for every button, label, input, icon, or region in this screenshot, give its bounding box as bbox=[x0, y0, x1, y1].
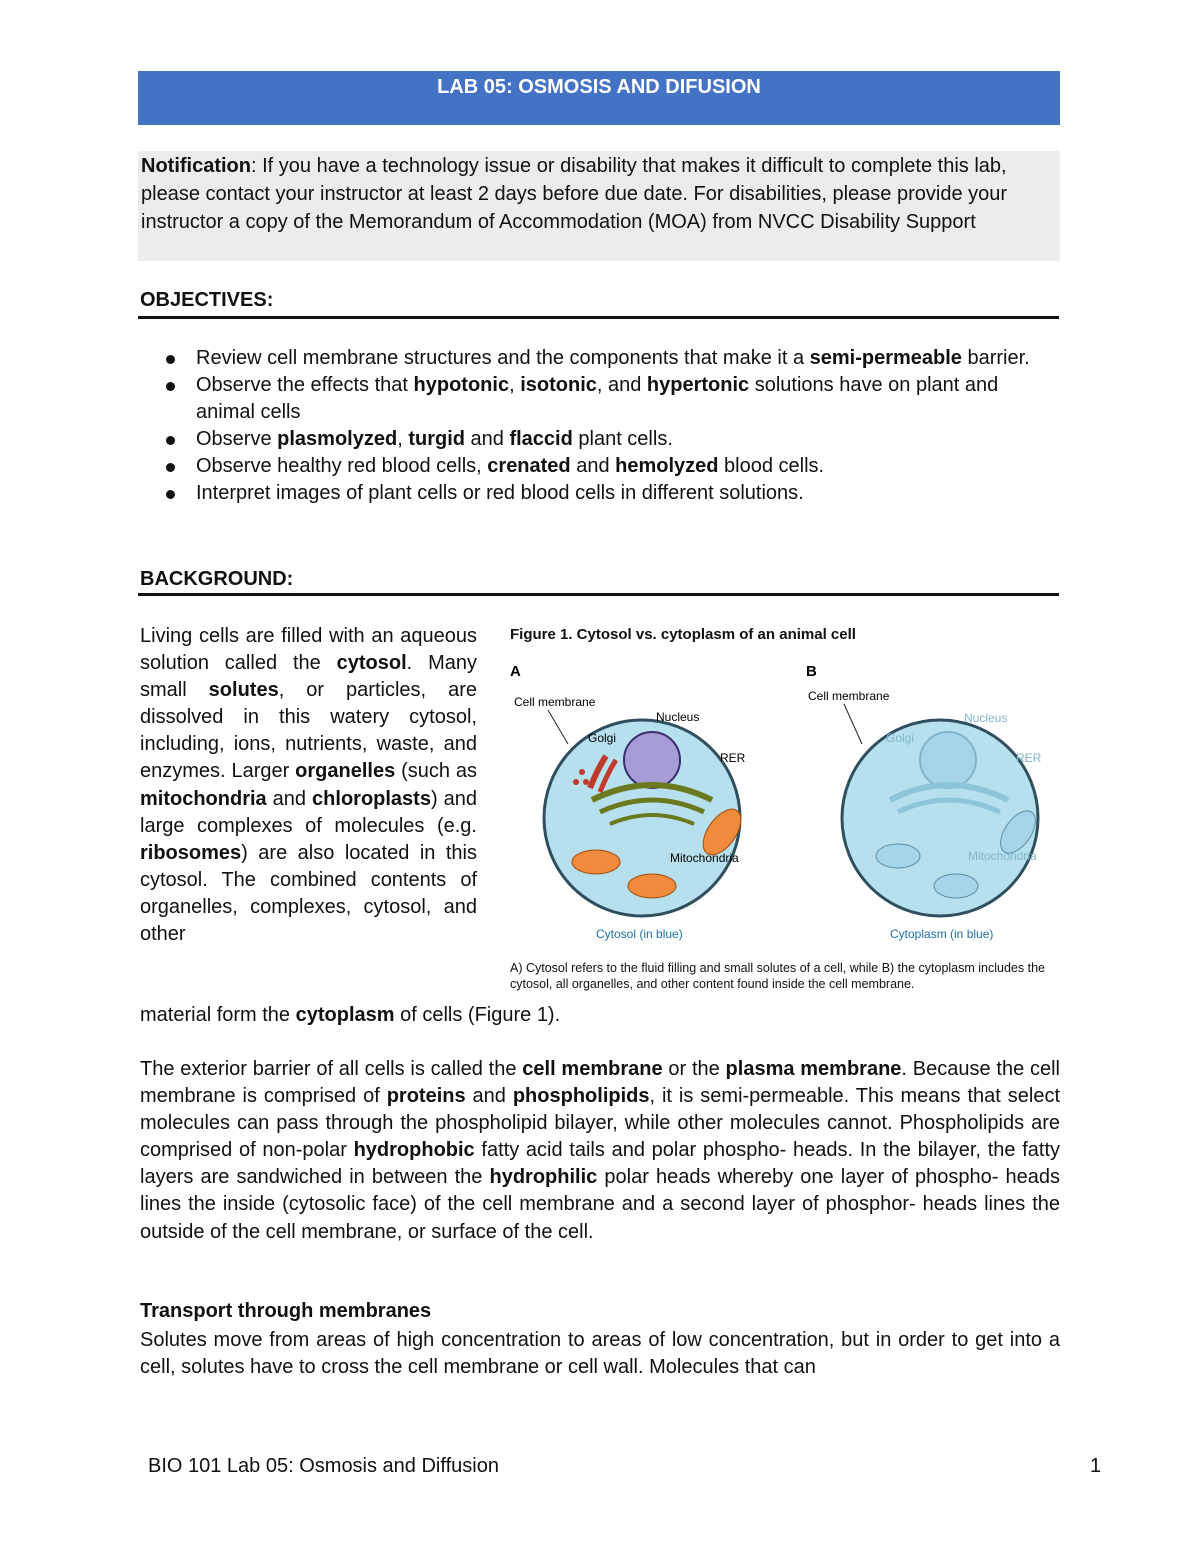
background-bold-term: solutes bbox=[208, 679, 279, 702]
background-bold-term: organelles bbox=[295, 760, 396, 783]
background-paragraph-1: Living cells are filled with an aqueous solution called the cytosol. Many small solutes, or particles, are dissolved in this watery cytosol, including, ions, nutrients, waste, and enzymes. Larger organelles (such as mitochondria and chloroplasts) and large complexes of molecules (e.g. ribosomes) are also located in this cytosol. The combined contents of organelles, complexes, cytosol, and other bbox=[140, 625, 477, 946]
cell-a-mito-1 bbox=[572, 850, 620, 874]
objective-item: Interpret images of plant cells or red blood cells in different solutions. bbox=[140, 480, 1040, 507]
cell-a-mito-2 bbox=[628, 874, 676, 898]
cell-b-nucleus bbox=[920, 732, 976, 788]
objective-bold-term: hemolyzed bbox=[615, 455, 719, 477]
objective-bold-term: flaccid bbox=[509, 428, 573, 450]
background-bold-term: cytoplasm bbox=[295, 1004, 395, 1026]
figure-1 bbox=[504, 620, 1064, 1000]
background-rule bbox=[138, 593, 1059, 596]
objective-item: Observe the effects that hypotonic, isotonic, and hypertonic solutions have on plant and animal cells bbox=[140, 372, 1040, 426]
panel-b-letter: B bbox=[806, 663, 817, 680]
transport-heading: Transport through membranes bbox=[140, 1300, 432, 1322]
background-bold-term: plasma membrane bbox=[725, 1058, 902, 1080]
background-paragraph-2: The exterior barrier of all cells is called the cell membrane or the plasma membrane. Because the cell membrane is comprised of proteins and phospholipids, it is semi-permeable. This means that select molecules can pass through the phospholipid bilayer, while other molecules cannot. Phospholipids are comprised of non-polar hydrophobic fatty acid tails and polar phospho- heads. In the bilayer, the fatty layers are sandwiched in between the hydrophilic polar heads whereby one layer of phospho- heads lines the inside (cytosolic face) of the cell membrane and a second layer of phosphor- heads lines the outside of the cell membrane, or surface of the cell. bbox=[140, 1058, 1061, 1243]
cell-b-mito-2 bbox=[934, 874, 978, 898]
objective-bold-term: hypertonic bbox=[646, 374, 750, 396]
background-bold-term: hydrophilic bbox=[489, 1166, 598, 1189]
background-bold-term: mitochondria bbox=[140, 787, 267, 810]
notification-box bbox=[138, 151, 1060, 261]
svg-text:Mitochondria: Mitochondria bbox=[670, 851, 739, 865]
background-bold-term: hydrophobic bbox=[353, 1139, 475, 1162]
objective-bold-term: turgid bbox=[408, 428, 465, 450]
bullet-icon bbox=[166, 436, 175, 445]
background-bold-term: chloroplasts bbox=[312, 787, 431, 810]
svg-text:Nucleus: Nucleus bbox=[656, 710, 700, 724]
figure-caption: A) Cytosol refers to the fluid filling and small solutes of a cell, while B) the cytoplasm includes the cytosol, all organelles, and other content found inside the cell membrane. bbox=[510, 961, 1045, 991]
cell-a-nucleus bbox=[624, 732, 680, 788]
background-bold-term: ribosomes bbox=[140, 841, 242, 864]
objective-item: Observe healthy red blood cells, crenated and hemolyzed blood cells. bbox=[140, 453, 1040, 480]
footer-text: BIO 101 Lab 05: Osmosis and Diffusion bbox=[148, 1455, 499, 1477]
background-bold-term: proteins bbox=[386, 1085, 466, 1108]
bullet-icon bbox=[166, 490, 175, 499]
panel-a-letter: A bbox=[510, 663, 521, 680]
page-number: 1 bbox=[1090, 1455, 1102, 1477]
background-paragraph-1-end: material form the cytoplasm of cells (Figure 1). bbox=[140, 1004, 561, 1026]
objectives-list bbox=[140, 345, 1040, 507]
objectives-heading: OBJECTIVES: bbox=[140, 289, 274, 311]
svg-text:Cytosol (in blue): Cytosol (in blue) bbox=[596, 927, 683, 941]
svg-text:RER: RER bbox=[720, 751, 746, 765]
svg-text:Cytoplasm (in blue): Cytoplasm (in blue) bbox=[890, 927, 994, 941]
figure-illustration bbox=[504, 620, 1064, 960]
svg-text:Golgi: Golgi bbox=[588, 731, 617, 745]
objective-bold-term: semi-permeable bbox=[809, 347, 962, 369]
objective-bold-term: isotonic bbox=[520, 374, 597, 396]
background-bold-term: cytosol bbox=[336, 652, 407, 675]
background-bold-term: phospholipids bbox=[512, 1085, 650, 1108]
svg-text:Mitochondria: Mitochondria bbox=[968, 849, 1037, 863]
cell-b-mito-1 bbox=[876, 844, 920, 868]
objective-item: Observe plasmolyzed, turgid and flaccid plant cells. bbox=[140, 426, 1040, 453]
svg-text:Golgi: Golgi bbox=[886, 731, 915, 745]
svg-text:RER: RER bbox=[1016, 751, 1042, 765]
notification-text: : If you have a technology issue or disability that makes it difficult to complete this lab, please contact your instructor at least 2 days before due date. For disabilities, please provide your instructor a copy of the Memorandum of Accommodation (MOA) from NVCC Disability Support bbox=[141, 155, 1008, 233]
lab-title: LAB 05: OSMOSIS AND DIFUSION bbox=[437, 76, 761, 98]
lab-title-bar bbox=[138, 71, 1060, 125]
objective-bold-term: hypotonic bbox=[413, 374, 510, 396]
objective-bold-term: plasmolyzed bbox=[277, 428, 398, 450]
objective-bold-term: crenated bbox=[487, 455, 571, 477]
transport-paragraph: Solutes move from areas of high concentration to areas of low concentration, but in order to get into a cell, solutes have to cross the cell membrane or cell wall. Molecules that can bbox=[140, 1329, 1060, 1378]
objectives-rule bbox=[138, 316, 1059, 319]
figure-title: Figure 1. Cytosol vs. cytoplasm of an animal cell bbox=[510, 626, 856, 643]
background-bold-term: cell membrane bbox=[522, 1058, 663, 1080]
background-heading: BACKGROUND: bbox=[140, 568, 294, 590]
bullet-icon bbox=[166, 463, 175, 472]
notification-label: Notification bbox=[141, 155, 251, 177]
bullet-icon bbox=[166, 355, 175, 364]
objective-item: Review cell membrane structures and the components that make it a semi-permeable barrier. bbox=[140, 345, 1040, 372]
bullet-icon bbox=[166, 382, 175, 391]
svg-text:Cell membrane: Cell membrane bbox=[514, 695, 596, 709]
svg-text:Cell membrane: Cell membrane bbox=[808, 689, 890, 703]
svg-text:Nucleus: Nucleus bbox=[964, 711, 1008, 725]
